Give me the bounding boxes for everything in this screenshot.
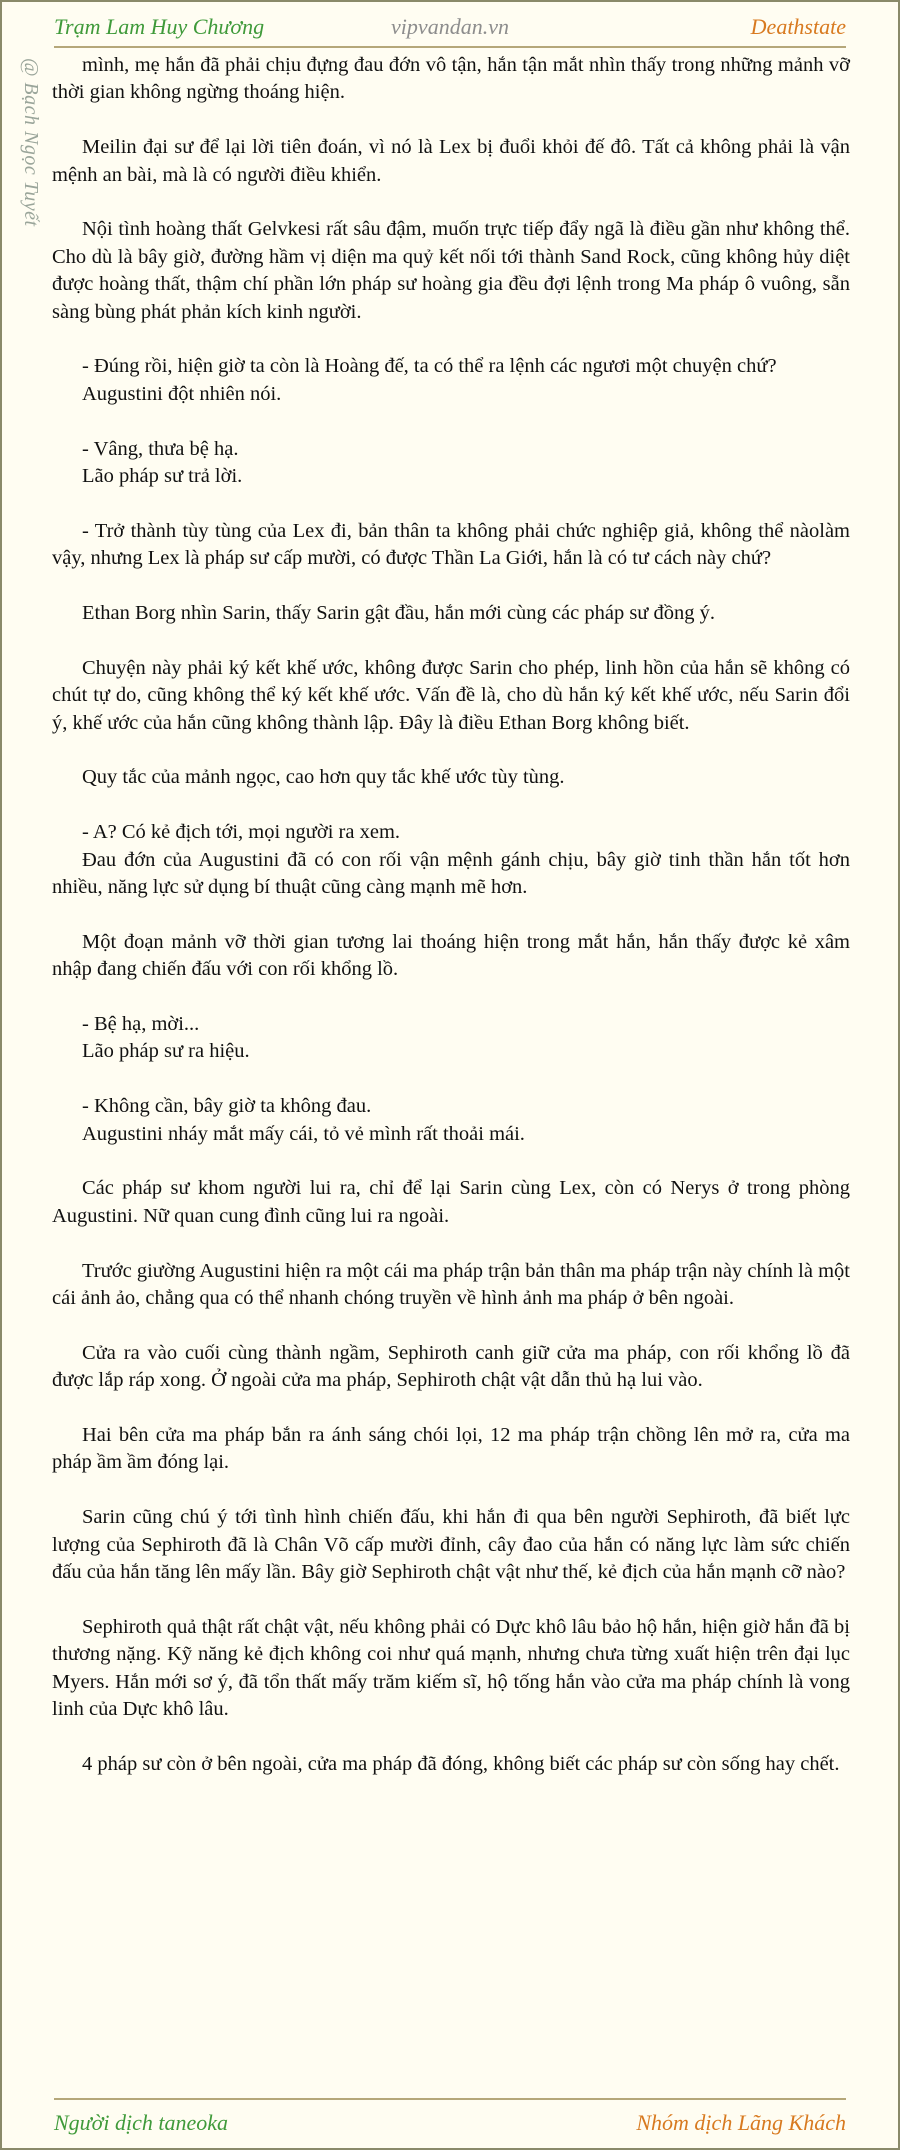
paragraph: [52, 134, 850, 189]
paragraph-line: Hai bên cửa ma pháp bắn ra ánh sáng chói lọi, 12 ma pháp trận chồng lên mở ra, cửa ma pháp ầm ầm đóng lại.: [52, 1424, 850, 1474]
paragraph-line: 4 pháp sư còn ở bên ngoài, cửa ma pháp đã đóng, không biết các pháp sư còn sống hay chết.: [82, 1752, 840, 1775]
paragraph: [52, 1614, 850, 1724]
paragraph-line: - Bệ hạ, mời...: [82, 1013, 200, 1036]
paragraph-line: Quy tắc của mảnh ngọc, cao hơn quy tắc khế ước tùy tùng.: [82, 766, 565, 789]
paragraph-line: Lão pháp sư ra hiệu.: [82, 1040, 250, 1063]
paragraph-line: mình, mẹ hắn đã phải chịu đựng đau đớn vô tận, hắn tận mắt nhìn thấy trong những mảnh vỡ thời gian không ngừng thoáng hiện.: [52, 54, 850, 104]
paragraph-line: Ethan Borg nhìn Sarin, thấy Sarin gật đầu, hắn mới cùng các pháp sư đồng ý.: [82, 602, 716, 625]
paragraph: [52, 1093, 850, 1148]
paragraph: [52, 1011, 850, 1066]
paragraph: [52, 655, 850, 737]
paragraph-line: Chuyện này phải ký kết khế ước, không được Sarin cho phép, linh hồn của hắn sẽ không có chút tự do, cũng không thể ký kết khế ước. Vấn đề là, cho dù hắn ký kết khế ước, nếu Sarin đổi ý, khế ước của hắn cũng không thành lập. Đây là điều Ethan Borg không biết.: [52, 656, 850, 734]
paragraph-line: - Không cần, bây giờ ta không đau.: [82, 1095, 372, 1118]
paragraph: [52, 353, 850, 408]
paragraph-line: Trước giường Augustini hiện ra một cái ma pháp trận bản thân ma pháp trận này chính là một cái ảnh ảo, chẳng qua có thể nhanh chóng truyền về hình ảnh ma pháp ở bên ngoài.: [52, 1259, 850, 1310]
paragraph: [52, 1258, 850, 1313]
paragraph-line: Augustini nháy mắt mấy cái, tỏ vẻ mình rất thoải mái.: [82, 1122, 525, 1145]
paragraph-line: Các pháp sư khom người lui ra, chỉ để lại Sarin cùng Lex, còn có Nerys ở trong phòng Augustini. Nữ quan cung đình cũng lui ra ngoài.: [52, 1177, 850, 1227]
header-site-name: vipvandan.vn: [391, 14, 509, 39]
paragraph: [52, 764, 850, 791]
paragraph-line: Một đoạn mảnh vỡ thời gian tương lai thoáng hiện trong mắt hắn, hắn thấy được kẻ xâm nhập đang chiến đấu với con rối khổng lồ.: [52, 930, 850, 981]
paragraph-line: Meilin đại sư để lại lời tiên đoán, vì nó là Lex bị đuổi khỏi đế đô. Tất cả không phải là vận mệnh an bài, mà là có người điều khiển.: [52, 136, 850, 186]
header-group-name: Trạm Lam Huy Chương: [54, 14, 265, 39]
side-credit-label: @ Bạch Ngọc Tuyết: [20, 58, 42, 227]
footer-translator: Người dịch taneoka: [54, 2110, 229, 2135]
paragraph-line: - Đúng rồi, hiện giờ ta còn là Hoàng đế, ta có thể ra lệnh các ngươi một chuyện chứ?: [82, 355, 777, 378]
paragraph-line: - A? Có kẻ địch tới, mọi người ra xem.: [82, 821, 401, 844]
paragraph-line: Augustini đột nhiên nói.: [82, 382, 282, 405]
paragraph: [52, 929, 850, 984]
paragraph: [52, 436, 850, 491]
paragraph: [52, 216, 850, 326]
paragraph-line: Sephiroth quả thật rất chật vật, nếu không phải có Dực khô lâu bảo hộ hắn, hiện giờ hắn đã bị thương nặng. Kỹ năng kẻ địch không coi như quá mạnh, nhưng chưa từng xuất hiện trên đại lục Myers. Hắn mới sơ ý, đã tổn thất mấy trăm kiếm sĩ, hộ tống hắn vào cửa ma pháp chính là vong linh của Dực khô lâu.: [52, 1615, 850, 1721]
page-header: [54, 8, 846, 48]
body-text: [52, 52, 850, 1806]
paragraph-line: Cửa ra vào cuối cùng thành ngầm, Sephiroth canh giữ cửa ma pháp, con rối khổng lồ đã được lắp ráp xong. Ở ngoài cửa ma pháp, Sephiroth chật vật dẫn thủ hạ lui vào.: [52, 1341, 850, 1392]
paragraph: [52, 52, 850, 107]
paragraph: [52, 1504, 850, 1586]
paragraph-line: Lão pháp sư trả lời.: [82, 465, 243, 488]
paragraph: [52, 518, 850, 573]
header-book-title: Deathstate: [750, 14, 846, 39]
paragraph: [52, 1751, 850, 1778]
paragraph-line: Sarin cũng chú ý tới tình hình chiến đấu, khi hắn đi qua bên người Sephiroth, đã biết lực lượng của Sephiroth đã là Chân Võ cấp mười đỉnh, cây đao của hắn có năng lực làm sức chiến đấu của hắn tăng lên mấy lần. Bây giờ Sephiroth chật vật như thế, kẻ địch của hắn mạnh cỡ nào?: [52, 1506, 850, 1584]
paragraph: [52, 819, 850, 901]
footer-team: Nhóm dịch Lãng Khách: [636, 2110, 846, 2135]
paragraph-line: Đau đớn của Augustini đã có con rối vận mệnh gánh chịu, bây giờ tinh thần hắn tốt hơn nhiều, năng lực sử dụng bí thuật cũng càng mạnh mẽ hơn.: [52, 848, 850, 899]
paragraph: [52, 1175, 850, 1230]
paragraph-line: - Trở thành tùy tùng của Lex đi, bản thân ta không phải chức nghiệp giả, không thể nàolàm vậy, nhưng Lex là pháp sư cấp mười, có được Thần La Giới, hắn là có tư cách này chứ?: [52, 519, 850, 570]
paragraph-line: Nội tình hoàng thất Gelvkesi rất sâu đậm, muốn trực tiếp đẩy ngã là điều gần như không thể. Cho dù là bây giờ, đường hầm vị diện ma quỷ kết nối tới thành Sand Rock, cũng không hủy diệt được hoàng thất, thậm chí phần lớn pháp sư hoàng gia đều đợi lệnh trong Ma pháp ô vuông, sẵn sàng bùng phát phản kích kinh người.: [52, 218, 850, 323]
paragraph: [52, 1340, 850, 1395]
paragraph-line: - Vâng, thưa bệ hạ.: [82, 437, 239, 460]
paragraph: [52, 1422, 850, 1477]
paragraph: [52, 600, 850, 627]
page-footer: [54, 2098, 846, 2136]
